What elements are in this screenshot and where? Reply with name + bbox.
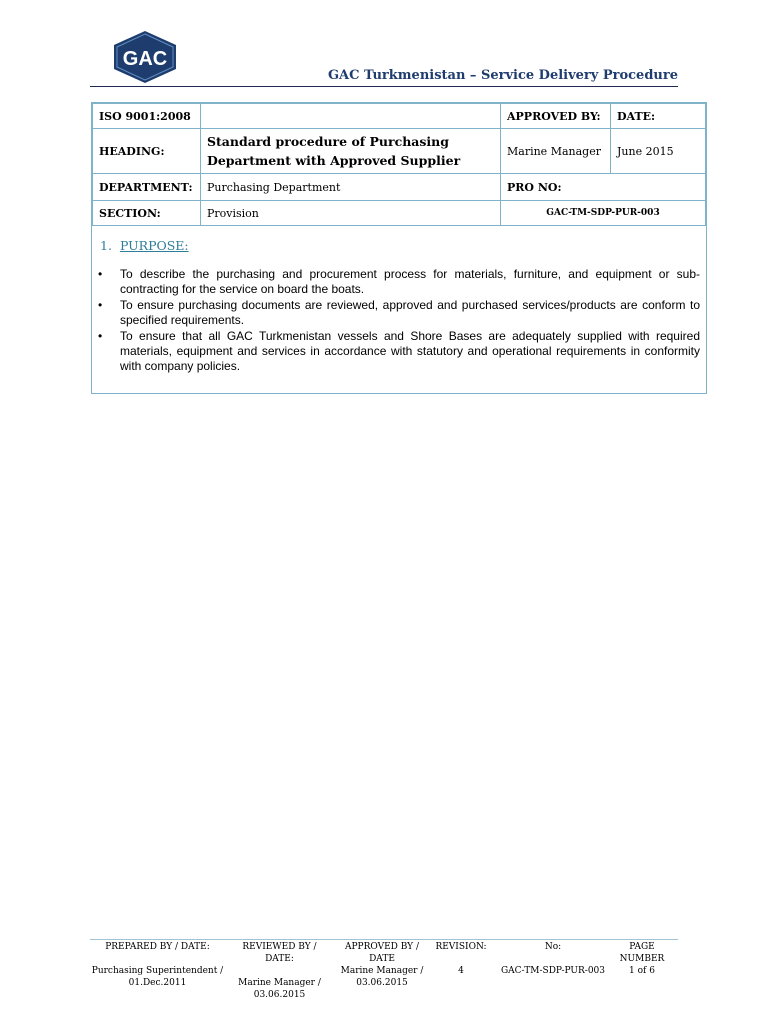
footer-approved-label: APPROVED BY / DATE (344, 942, 420, 964)
footer-reviewed-value: Marine Manager / 03.06.2015 (238, 978, 321, 1000)
footer-prepared-label: PREPARED BY / DATE: (105, 942, 210, 952)
meta-row-section (93, 201, 706, 226)
date-value: June 2015 (611, 129, 706, 174)
meta-table (92, 103, 706, 226)
pro-no-label: PRO NO: (501, 174, 706, 201)
heading-label: HEADING: (93, 129, 201, 174)
approved-by-label: APPROVED BY: (501, 104, 611, 129)
section-label: SECTION: (93, 201, 201, 226)
iso-empty-cell (201, 104, 501, 129)
gac-logo (112, 30, 178, 84)
procedure-frame (91, 102, 707, 394)
footer-number (494, 941, 612, 977)
list-item: • To ensure that all GAC Turkmenistan vessels and Shore Bases are adequately supplied with required materials, equipment and services in accordance with statutory and operational requirements in conformity with company policies. (98, 329, 700, 373)
purpose-section (92, 226, 706, 374)
bullet-icon: • (98, 298, 103, 312)
bullet-icon: • (98, 267, 103, 281)
footer-prepared-value: Purchasing Superintendent / 01.Dec.2011 (91, 966, 224, 988)
footer-revision-label: REVISION: (435, 942, 487, 952)
department-value: Purchasing Department (201, 174, 501, 201)
footer-prepared (90, 941, 225, 989)
footer-page-label: PAGE NUMBER (619, 942, 665, 964)
meta-row-department (93, 174, 706, 201)
svg-text:GAC: GAC (122, 48, 168, 70)
purpose-list (98, 267, 700, 374)
department-label: DEPARTMENT: (93, 174, 201, 201)
document-title: GAC Turkmenistan – Service Delivery Procedure (327, 68, 678, 83)
pro-no-value: GAC-TM-SDP-PUR-003 (501, 201, 706, 226)
bullet-icon: • (98, 329, 103, 343)
footer-reviewed-label: REVIEWED BY / DATE: (242, 942, 317, 964)
date-label: DATE: (611, 104, 706, 129)
heading-value: Standard procedure of Purchasing Department with Approved Supplier (201, 129, 501, 174)
footer-revision-value: 4 (458, 966, 464, 976)
header-divider (90, 86, 678, 87)
meta-row-heading (93, 129, 706, 174)
section-value: Provision (201, 201, 501, 226)
iso-standard: ISO 9001:2008 (93, 104, 201, 129)
purpose-number: 1. (100, 238, 112, 253)
footer-number-value: GAC-TM-SDP-PUR-003 (500, 966, 606, 976)
footer-number-label: No: (544, 942, 562, 952)
purpose-heading (100, 238, 700, 253)
list-item: • To ensure purchasing documents are reviewed, approved and purchased services/products are conform to specified requirements. (98, 298, 700, 327)
footer-reviewed (227, 941, 332, 1001)
footer-page (616, 941, 668, 977)
footer-approved-value: Marine Manager / 03.06.2015 (340, 966, 424, 988)
meta-row-iso (93, 104, 706, 129)
footer-revision (432, 941, 490, 977)
footer-page-value: 1 of 6 (629, 966, 655, 976)
list-item: • To describe the purchasing and procurement process for materials, furniture, and equipment or sub-contracting for the service on board the boats. (98, 267, 700, 296)
footer-approved (340, 941, 424, 989)
approved-by-value: Marine Manager (501, 129, 611, 174)
purpose-title: PURPOSE: (119, 238, 189, 253)
footer-divider (90, 939, 678, 940)
